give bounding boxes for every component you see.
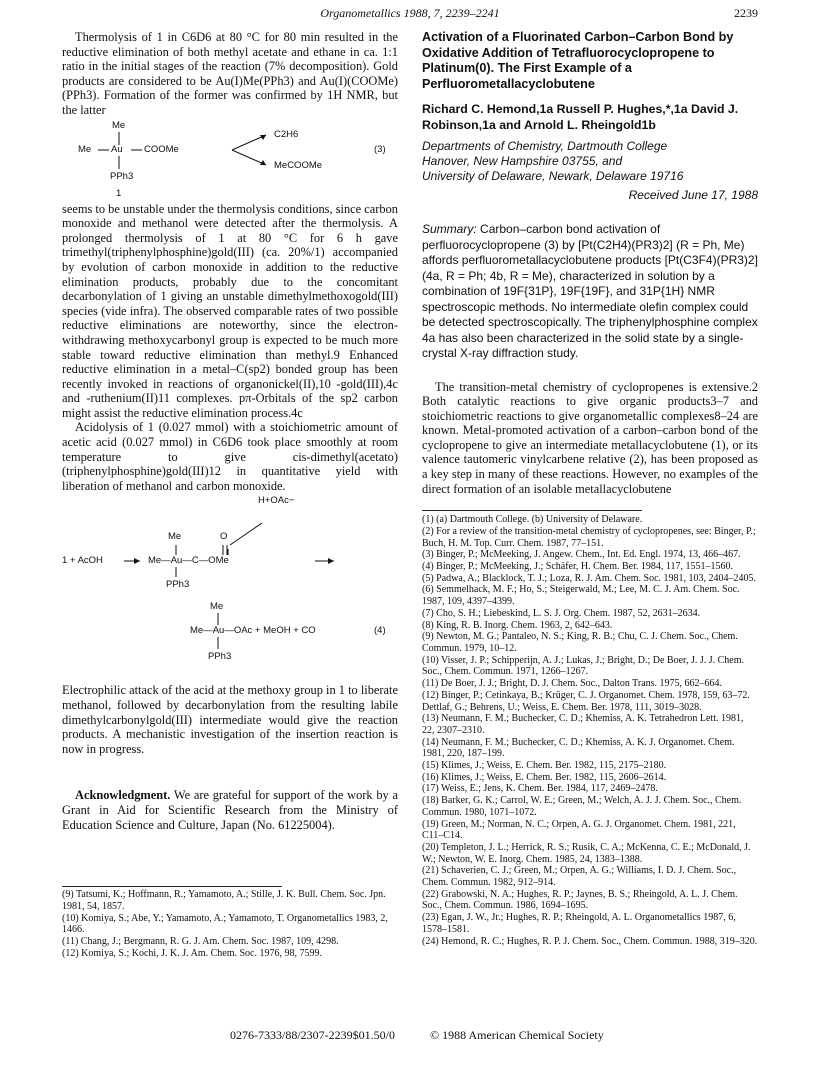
scheme4-products: Me—Au—OAc + MeOH + CO xyxy=(190,625,316,637)
article-authors: Richard C. Hemond,1a Russell P. Hughes,*,1a David J. Robinson,1a and Arnold L. Rheingold1b xyxy=(422,102,739,132)
scheme3-methoxycarbonyl: COOMe xyxy=(144,143,179,155)
footnote-divider xyxy=(62,886,282,887)
reference-item: (18) Barker, G. K.; Carrol, W. E.; Green, M.; Welch, A. J. J. Chem. Soc., Chem. Commun. 1980, 1071–1072. xyxy=(422,795,742,818)
scheme3-compound-label: 1 xyxy=(116,187,122,199)
scheme4-methyl-1: Me xyxy=(168,531,182,543)
reference-item: (12) Binger, P.; Cetinkaya, B.; Krüger, C. J. Organomet. Chem. 1978, 159, 63–72. Dettlaf, G.; Behrens, U.; Weiss, E. Chem. Ber. 1978, 111, 3019–3028. xyxy=(422,689,750,713)
summary-label: Summary: xyxy=(422,222,477,236)
equation-4-scheme xyxy=(62,493,398,683)
running-header xyxy=(62,6,758,24)
scheme4-intermediate-chain: Me—Au—C—OMe xyxy=(148,555,229,567)
left-column xyxy=(62,30,398,959)
journal-citation: Organometallics 1988, 7, 2239–2241 xyxy=(320,6,500,20)
electrophilic-paragraph: Electrophilic attack of the acid at the methoxy group in 1 to liberate methanol, followed by decarbonylation from the resulting labile dimethylcarbonylgold(III) intermediate would give the reaction products. A mechanistic investigation of the insertion reaction is now in progress. xyxy=(62,683,398,756)
reference-item: (1) (a) Dartmouth College. (b) University of Delaware. xyxy=(422,514,643,526)
footnote: (10) Komiya, S.; Abe, Y.; Yamamoto, A.; Yamamoto, T. Organometallics 1983, 2, 1466. xyxy=(62,912,388,936)
reference-item: (7) Cho, S. H.; Liebeskind, L. S. J. Org. Chem. 1987, 52, 2631–2634. xyxy=(422,607,701,619)
acknowledgment-text: We are grateful for support of the work by a Grant in Aid for Scientific Research from the Ministry of Education Science and Culture, Japan (No. 61225004). xyxy=(62,788,399,832)
scheme3-gold: Au xyxy=(111,143,123,155)
reference-item: (3) Binger, P.; McMeeking, J. Angew. Chem., Int. Ed. Engl. 1974, 13, 466–467. xyxy=(422,549,741,561)
scheme4-phosphine-a: PPh3 xyxy=(166,579,190,591)
scheme4-methyl-2: Me xyxy=(210,601,224,613)
acidolysis-paragraph: Acidolysis of 1 (0.027 mmol) with a stoichiometric amount of acetic acid (0.027 mmol) in C6D6 took place smoothly at room temperature to give cis-dimethyl(acetato)(triphenylphosphine)gold(III)12 in quantitative yield with liberation of methanol and carbon monoxide. xyxy=(62,420,398,493)
reference-item: (13) Neumann, F. M.; Buchecker, C. D.; Khemiss, A. K. Tetrahedron Lett. 1981, 22, 2307–2310. xyxy=(422,713,744,736)
reference-item: (22) Grabowski, N. A.; Hughes, R. P.; Jaynes, B. S.; Rheingold, A. L. J. Chem. Soc., Chem. Commun. 1986, 1694–1695. xyxy=(422,888,738,912)
copyright-notice: © 1988 American Chemical Society xyxy=(430,1028,604,1042)
footnote: (9) Tatsumi, K.; Hoffmann, R.; Yamamoto, A.; Stille, J. K. Bull. Chem. Soc. Jpn. 1981, 54, 1857. xyxy=(62,889,386,912)
article-code: 0276-7333/88/2307-2239$01.50/0 xyxy=(230,1028,395,1042)
reference-item: (23) Egan, J. W., Jr.; Hughes, R. P.; Rheingold, A. L. Organometallics 1987, 6, 1578–1581. xyxy=(422,912,736,935)
reference-item: (6) Semmelhack, M. F.; Ho, S.; Steigerwald, M.; Lee, M. C. J. Am. Chem. Soc. 1987, 109, 4397–4399. xyxy=(422,584,740,608)
scheme4-acetic-acid: H+OAc− xyxy=(258,495,295,507)
author-affiliations: Departments of Chemistry, Dartmouth College Hanover, New Hampshire 03755, and University of Delaware, Newark, Delaware 19716 xyxy=(422,139,684,183)
scheme3-equation-number: (3) xyxy=(374,143,386,155)
article-title: Activation of a Fluorinated Carbon–Carbon Bond by Oxidative Addition of Tetrafluorocyclopropene to Platinum(0). The First Example of a Perfluorometallacyclobutene xyxy=(422,30,734,91)
received-date: Received June 17, 1988 xyxy=(628,188,758,202)
reference-item: (21) Schaverien, C. J.; Green, M.; Orpen, A. G.; Williams, I. D. J. Chem. Soc., Chem. Commun. 1982, 912–914. xyxy=(422,865,737,889)
reference-item: (11) De Boer, J. J.; Bright, D. J. Chem. Soc., Dalton Trans. 1975, 662–664. xyxy=(422,678,723,690)
scheme4-carbonyl-oxygen: O xyxy=(220,531,228,543)
equation-3-scheme xyxy=(62,118,398,202)
scheme3-product-ethane: C2H6 xyxy=(274,128,299,140)
reference-item: (8) King, R. B. Inorg. Chem. 1963, 2, 642–643. xyxy=(422,619,613,631)
footnote: (12) Komiya, S.; Kochi, J. K. J. Am. Chem. Soc. 1976, 98, 7599. xyxy=(62,947,322,959)
scheme3-methyl-top: Me xyxy=(112,119,126,131)
scheme3-product-methyl-acetate: MeCOOMe xyxy=(274,159,323,171)
scheme3-phosphine: PPh3 xyxy=(110,170,134,182)
reference-item: (16) Klimes, J.; Weiss, E. Chem. Ber. 1982, 115, 2606–2614. xyxy=(422,771,667,783)
scheme4-phosphine-b: PPh3 xyxy=(208,651,232,663)
thermolysis-paragraph: Thermolysis of 1 in C6D6 at 80 °C for 80 min resulted in the reductive elimination of both methyl acetate and ethane in ca. 1:1 ratio in the initial stages of the reaction (7% decomposition). Gold products are considered to be Au(I)Me(PPh3) and Au(I)(COOMe)(PPh3). Formation of the former was confirmed by 1H NMR, but the latter xyxy=(62,30,398,117)
reference-list xyxy=(422,514,758,947)
summary xyxy=(422,222,758,362)
reference-item: (24) Hemond, R. C.; Hughes, R. P. J. Chem. Soc., Chem. Commun. 1988, 319–320. xyxy=(422,935,758,947)
page-number: 2239 xyxy=(734,6,758,20)
reference-item: (2) For a review of the transition-metal chemistry of cyclopropenes, see: Binger, P.; Buch, H. M. Top. Curr. Chem. 1987, 77–151. xyxy=(422,525,756,549)
scheme4-equation-number: (4) xyxy=(374,625,386,637)
scheme4-reactants: 1 + AcOH xyxy=(62,555,103,567)
acknowledgment xyxy=(62,788,398,832)
reference-item: (4) Binger, P.; McMeeking, J.; Schäfer, H. Chem. Ber. 1984, 117, 1551–1560. xyxy=(422,561,734,573)
unstable-paragraph: seems to be unstable under the thermolysis conditions, since carbon monoxide and methanol were detected after the thermolysis. A prolonged thermolysis of 1 at 80 °C for 6 h gave trimethyl(triphenylphosphine)gold(III) (ca. 20%/1) accompanied by evolution of carbon monoxide in addition to the reductive elimination products, probably due to the concomitant decarbonylation of 1 giving an unstable dimethylmethoxogold(III) species (vide infra). The observed comparable rates of two possible reductive eliminations are noteworthy, since the electron-withdrawing methoxycarbonyl group is expected to be much more stable toward reductive elimination than methyl.9 Enhanced reductive elimination in a metal–C(sp2) bonded group has been recently invoked in reactions of organonickel(II),10 -gold(III),4c and -ruthenium(II)11 complexes. pπ-Orbitals of the sp2 carbon might assist the reductive elimination process.4c xyxy=(62,201,398,420)
reference-item: (19) Green, M.; Norman, N. C.; Orpen, A. G. J. Organomet. Chem. 1981, 221, C11–C14. xyxy=(422,818,736,842)
introduction-paragraph: The transition-metal chemistry of cyclopropenes is extensive.2 Both catalytic reactions to give organic products3–7 and stoichiometric reactions to give organometallic complexes8–24 are known. Metal-promoted activation of a carbon–carbon bond of the cyclopropene to give an intermediate metallacyclobutene (1), or its valence tautomeric vinylcarbene relative (2), has been proposed as a key step in many of these reactions. However, no examples of the direct formation of an isolable metallacyclobutene xyxy=(422,379,758,496)
scheme3-methyl-left: Me xyxy=(78,143,92,155)
left-footnotes xyxy=(62,889,398,959)
reference-item: (9) Newton, M. G.; Pantaleo, N. S.; King, R. B.; Chu, C. J. Chem. Soc., Chem. Commun. 1979, 10–12. xyxy=(422,631,738,654)
reference-item: (17) Weiss, E.; Jens, K. Chem. Ber. 1984, 117, 2469–2478. xyxy=(422,783,658,795)
references-divider xyxy=(422,510,642,511)
reference-item: (10) Visser, J. P.; Schipperijn, A. J.; Lukas, J.; Bright, D.; De Boer, J. J. J. Chem. Soc., Chem. Commun. 1971, 1266–1267. xyxy=(422,654,745,678)
reference-item: (5) Padwa, A.; Blacklock, T. J.; Loza, R. J. Am. Chem. Soc. 1981, 103, 2404–2405. xyxy=(422,572,757,584)
reference-item: (20) Templeton, J. L.; Herrick, R. S.; Rusik, C. A.; McKenna, C. E.; McDonald, J. W.; Newton, W. E. Inorg. Chem. 1985, 24, 1383–1388. xyxy=(422,841,751,865)
footnote: (11) Chang, J.; Bergmann, R. G. J. Am. Chem. Soc. 1987, 109, 4298. xyxy=(62,936,339,947)
summary-text: Carbon–carbon bond activation of perfluorocyclopropene (3) by [Pt(C2H4)(PR3)2] (R = Ph, Me) affords perfluorometallacyclobutene products [Pt(C3F4)(PR3)2] (4a, R = Ph; 4b, R = Me), characterized in solution by a combination of 19F{31P}, 19F{19F}, and 31P{1H} NMR spectroscopic methods. No intermediate olefin complex could be detected spectroscopically. The triphenylphosphine complex 4a has also been characterized in the solid state by a single-crystal X-ray diffraction study. xyxy=(422,222,758,360)
right-column xyxy=(422,30,758,947)
reference-item: (15) Klimes, J.; Weiss, E. Chem. Ber. 1982, 115, 2175–2180. xyxy=(422,760,667,772)
reference-item: (14) Neumann, F. M.; Buchecker, C. D.; Khemiss, A. K. J. Organomet. Chem. 1981, 220, 187–199. xyxy=(422,736,735,760)
acknowledgment-heading: Acknowledgment. xyxy=(75,788,171,803)
